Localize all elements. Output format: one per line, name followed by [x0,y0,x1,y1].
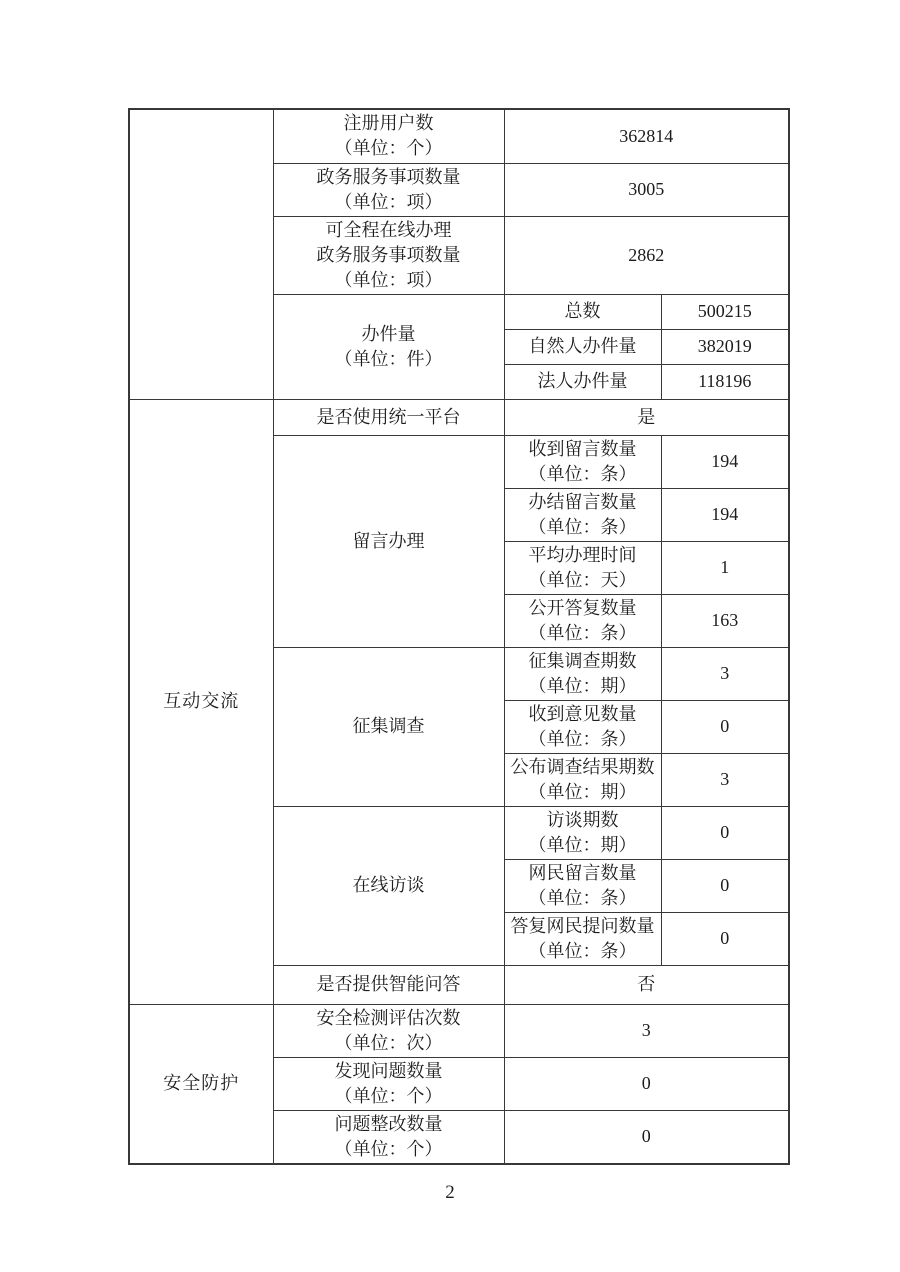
metric-label-cell: 是否使用统一平台 [273,399,504,435]
metric-unit: （单位：个） [334,138,443,159]
sub-metric-value: 382019 [661,329,789,364]
sub-metric-value: 0 [661,912,789,965]
sub-metric-value: 500215 [661,294,789,329]
metric-name-line2: 政务服务事项数量 [316,244,461,265]
metric-label-cell [273,1004,504,1057]
metric-value: 否 [504,965,789,1004]
sub-metric-unit: （单位：条） [528,622,637,643]
sub-metric-name: 办结留言数量 [528,491,637,512]
sub-metric-name: 平均办理时间 [528,544,637,565]
sub-metric-unit: （单位：条） [528,940,637,961]
sub-metric-label-cell [504,541,661,594]
group-name: 办件量 [361,323,416,344]
sub-metric-label-cell [504,594,661,647]
sub-metric-value: 194 [661,435,789,488]
metric-unit: （单位：项） [334,269,443,290]
sub-metric-value: 163 [661,594,789,647]
metric-value: 3 [504,1004,789,1057]
metric-value: 是 [504,399,789,435]
metric-unit: （单位：个） [334,1138,443,1159]
metric-label-cell [273,1110,504,1164]
sub-metric-unit: （单位：天） [528,569,637,590]
metric-name: 问题整改数量 [334,1113,443,1134]
category-cell-interaction: 互动交流 [129,399,273,1004]
metric-name: 安全检测评估次数 [316,1007,461,1028]
sub-metric-name: 收到意见数量 [528,703,637,724]
sub-metric-label-cell [504,753,661,806]
sub-metric-value: 0 [661,859,789,912]
category-cell-security: 安全防护 [129,1004,273,1164]
group-label-cell: 在线访谈 [273,806,504,965]
sub-metric-label-cell [504,488,661,541]
metric-label-cell [273,163,504,216]
sub-metric-value: 0 [661,806,789,859]
sub-metric-name: 征集调查期数 [528,650,637,671]
sub-metric-value: 3 [661,753,789,806]
metric-value: 0 [504,1057,789,1110]
group-label-cell: 征集调查 [273,647,504,806]
metric-name: 政务服务事项数量 [316,166,461,187]
sub-metric-unit: （单位：期） [528,781,637,802]
sub-metric-label: 法人办件量 [504,364,661,399]
sub-metric-label-cell [504,859,661,912]
group-unit: （单位：件） [334,348,443,369]
sub-metric-unit: （单位：条） [528,463,637,484]
sub-metric-name: 公布调查结果期数 [510,756,655,777]
sub-metric-value: 3 [661,647,789,700]
metric-unit: （单位：个） [334,1085,443,1106]
sub-metric-name: 访谈期数 [546,809,619,830]
sub-metric-name: 答复网民提问数量 [510,915,655,936]
metric-value: 362814 [504,109,789,163]
sub-metric-label-cell [504,912,661,965]
metric-label-cell [273,216,504,294]
sub-metric-name: 网民留言数量 [528,862,637,883]
group-label-cell [273,294,504,399]
sub-metric-label: 自然人办件量 [504,329,661,364]
sub-metric-value: 118196 [661,364,789,399]
metric-name: 可全程在线办理 [325,219,452,240]
group-label-cell: 留言办理 [273,435,504,647]
sub-metric-unit: （单位：条） [528,887,637,908]
metric-value: 2862 [504,216,789,294]
sub-metric-label: 总数 [504,294,661,329]
sub-metric-name: 公开答复数量 [528,597,637,618]
annual-report-table [128,108,790,1165]
metric-label-cell [273,1057,504,1110]
sub-metric-value: 0 [661,700,789,753]
sub-metric-label-cell [504,806,661,859]
sub-metric-label-cell [504,700,661,753]
sub-metric-label-cell [504,435,661,488]
metric-name: 发现问题数量 [334,1060,443,1081]
sub-metric-value: 194 [661,488,789,541]
metric-unit: （单位：次） [334,1032,443,1053]
metric-name: 注册用户数 [343,113,434,134]
page-number: 2 [445,1182,455,1203]
sub-metric-label-cell [504,647,661,700]
metric-label-cell [273,109,504,163]
sub-metric-unit: （单位：期） [528,675,637,696]
sub-metric-unit: （单位：条） [528,516,637,537]
sub-metric-value: 1 [661,541,789,594]
sub-metric-unit: （单位：条） [528,728,637,749]
sub-metric-name: 收到留言数量 [528,438,637,459]
metric-value: 3005 [504,163,789,216]
metric-label-cell: 是否提供智能问答 [273,965,504,1004]
category-cell-empty [129,109,273,399]
metric-value: 0 [504,1110,789,1164]
sub-metric-unit: （单位：期） [528,834,637,855]
metric-unit: （单位：项） [334,191,443,212]
